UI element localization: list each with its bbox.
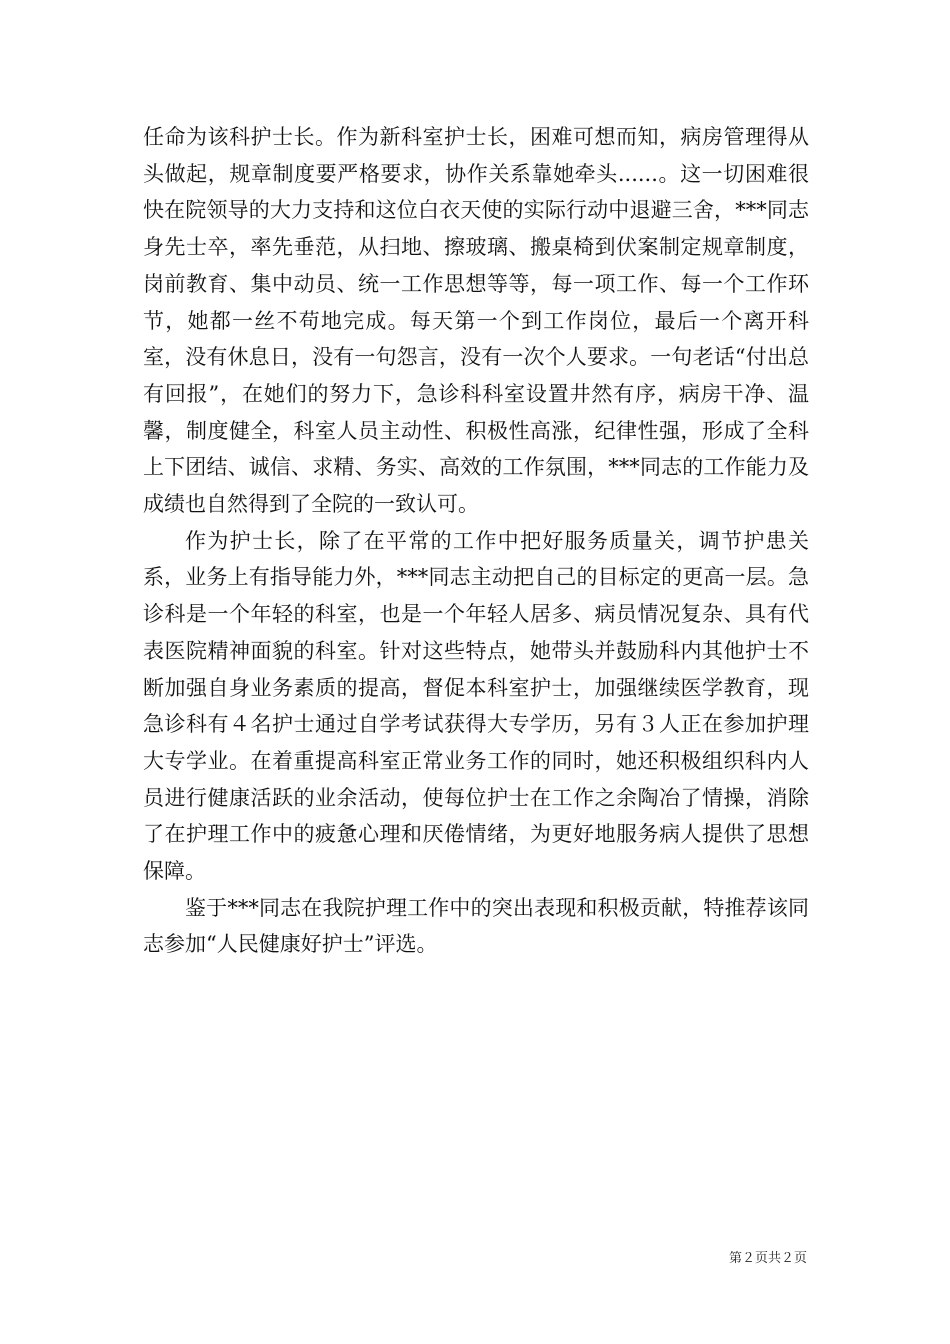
paragraph-head-nurse-duties: 作为护士长，除了在平常的工作中把好服务质量关，调节护患关系，业务上有指导能力外，***同志主动把自己的目标定的更高一层。急诊科是一个年轻的科室，也是一个年轻人居多、病员情况复杂、具有代表医院精神面貌的科室。针对这些特点，她带头并鼓励科内其他护士不断加强自身业务素质的提高，督促本科室护士，加强继续医学教育，现急诊科有４名护士通过自学考试获得大专学历，另有３人正在参加护理大专学业。在着重提高科室正常业务工作的同时，她还积极组织科内人员进行健康活跃的业余活动，使每位护士在工作之余陶冶了情操，消除了在护理工作中的疲惫心理和厌倦情绪，为更好地服务病人提供了思想保障。 bbox=[143, 528, 809, 884]
paragraph-recommendation: 鉴于***同志在我院护理工作中的突出表现和积极贡献，特推荐该同志参加“人民健康好护士”评选。 bbox=[143, 895, 809, 957]
paragraph-continuation: 任命为该科护士长。作为新科室护士长，困难可想而知，病房管理得从头做起，规章制度要严格要求，协作关系靠她牵头......。这一切困难很快在院领导的大力支持和这位白衣天使的实际行动中退避三舍，***同志身先士卒，率先垂范，从扫地、擦玻璃、搬桌椅到伏案制定规章制度，岗前教育、集中动员、统一工作思想等等，每一项工作、每一个工作环节，她都一丝不苟地完成。每天第一个到工作岗位，最后一个离开科室，没有休息日，没有一句怨言，没有一次个人要求。一句老话“付出总有回报”，在她们的努力下，急诊科科室设置井然有序，病房干净、温馨，制度健全，科室人员主动性、积极性高涨，纪律性强，形成了全科上下团结、诚信、求精、务实、高效的工作氛围，***同志的工作能力及成绩也自然得到了全院的一致认可。 bbox=[143, 125, 809, 517]
document-body bbox=[143, 119, 809, 963]
page-number-footer: 第２页共２页 bbox=[728, 1251, 807, 1266]
